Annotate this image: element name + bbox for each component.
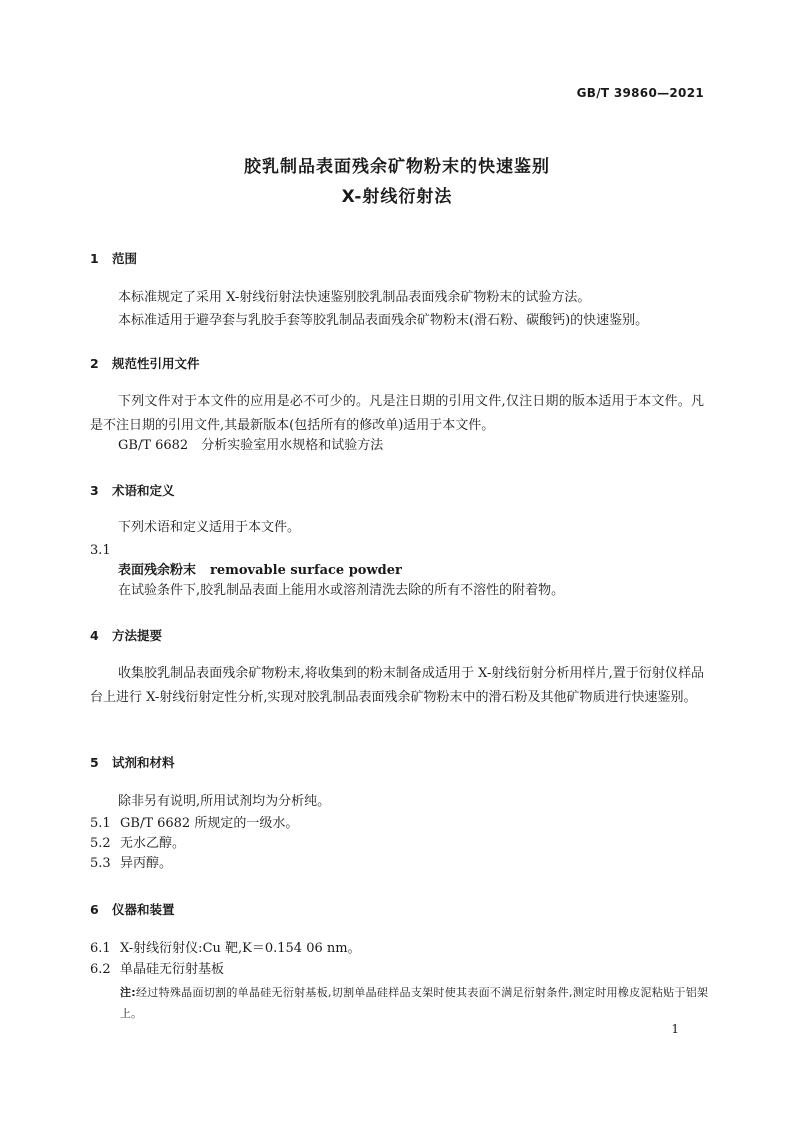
list-item xyxy=(90,941,361,957)
section-title: 范围 xyxy=(112,251,138,266)
term-english: removable surface powder xyxy=(210,563,402,578)
section-3-heading xyxy=(90,481,175,499)
section-title: 试剂和材料 xyxy=(112,755,175,770)
item-number: 5.2 xyxy=(90,836,111,851)
note xyxy=(120,982,708,1024)
list-item xyxy=(90,856,172,872)
section-5-heading xyxy=(90,753,175,771)
section-number: 5 xyxy=(90,755,99,770)
item-text: X-射线衍射仪:Cu 靶,K＝0.154 06 nm。 xyxy=(120,941,361,956)
section-1-heading xyxy=(90,249,137,267)
item-text: 单晶硅无衍射基板 xyxy=(120,962,225,977)
item-number: 5.1 xyxy=(90,816,111,831)
list-item xyxy=(90,836,185,852)
section-3-paragraph-1: 下列术语和定义适用于本文件。 xyxy=(118,520,301,535)
document-title-line1: 胶乳制品表面残余矿物粉末的快速鉴别 xyxy=(244,157,550,177)
normative-reference: GB/T 6682 分析实验室用水规格和试验方法 xyxy=(118,438,384,453)
section-title: 规范性引用文件 xyxy=(112,356,200,371)
item-text: 无水乙醇。 xyxy=(120,836,186,851)
section-title: 仪器和装置 xyxy=(112,902,175,917)
section-5-paragraph-1: 除非另有说明,所用试剂均为分析纯。 xyxy=(118,794,331,809)
section-number: 6 xyxy=(90,902,99,917)
page-number: 1 xyxy=(671,1022,679,1036)
term-number: 3.1 xyxy=(90,543,111,558)
section-1-paragraph-1: 本标准规定了采用 X-射线衍射法快速鉴别胶乳制品表面残余矿物粉末的试验方法。 xyxy=(118,290,591,305)
section-number: 2 xyxy=(90,356,99,371)
section-title: 术语和定义 xyxy=(112,483,175,498)
item-number: 6.2 xyxy=(90,962,111,977)
list-item xyxy=(90,816,298,832)
note-label: 注: xyxy=(120,986,136,999)
term-chinese: 表面残余粉末 xyxy=(118,563,197,578)
note-text: 经过特殊晶面切割的单晶硅无衍射基板,切割单晶硅样品支架时使其表面不满足衍射条件,测定时用橡皮泥粘贴于铝架上。 xyxy=(120,986,708,1020)
item-number: 5.3 xyxy=(90,856,111,871)
section-number: 3 xyxy=(90,483,99,498)
section-4-paragraph-1: 收集胶乳制品表面残余矿物粉末,将收集到的粉末制备成适用于 X-射线衍射分析用样片,置于衍射仪样品台上进行 X-射线衍射定性分析,实现对胶乳制品表面残余矿物粉末中的滑石粉及其他矿物质进行快速鉴别。 xyxy=(90,666,704,705)
section-4-heading xyxy=(90,626,162,644)
term-definition: 在试验条件下,胶乳制品表面上能用水或溶剂清洗去除的所有不溶性的附着物。 xyxy=(118,583,565,598)
section-title: 方法提要 xyxy=(112,628,163,643)
item-number: 6.1 xyxy=(90,941,111,956)
section-2-paragraph-1: 下列文件对于本文件的应用是必不可少的。凡是注日期的引用文件,仅注日期的版本适用于本文件。凡是不注日期的引用文件,其最新版本(包括所有的修改单)适用于本文件。 xyxy=(90,394,704,433)
section-number: 4 xyxy=(90,628,99,643)
term-entry xyxy=(118,563,402,579)
standard-code: GB/T 39860—2021 xyxy=(576,86,704,100)
list-item xyxy=(90,962,224,978)
section-number: 1 xyxy=(90,251,99,266)
section-6-heading xyxy=(90,900,175,918)
section-2-heading xyxy=(90,354,200,372)
section-1-paragraph-2: 本标准适用于避孕套与乳胶手套等胶乳制品表面残余矿物粉末(滑石粉、碳酸钙)的快速鉴别。 xyxy=(118,313,649,328)
document-title-line2: X-射线衍射法 xyxy=(341,187,453,207)
item-text: 异丙醇。 xyxy=(120,856,173,871)
item-text: GB/T 6682 所规定的一级水。 xyxy=(120,816,299,831)
